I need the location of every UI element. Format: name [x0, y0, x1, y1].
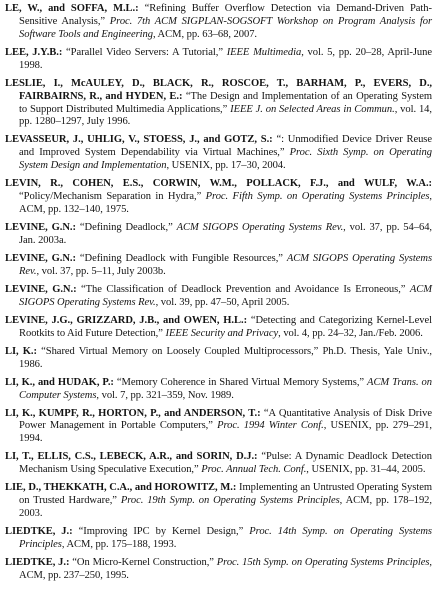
- reference-venue: ACM SIGOPS Operating Systems Rev.: [19, 283, 433, 308]
- reference-text: “A Quantitative Analysis of Disk Drive Power Management in Portable Computers,”: [19, 407, 433, 432]
- reference-text: “Parallel Video Servers: A Tutorial,”: [62, 46, 227, 58]
- reference-text: “Improving IPC by Kernel Design,”: [72, 526, 250, 538]
- reference-text: “Policy/Mechanism Separation in Hydra,”: [19, 191, 206, 203]
- reference-venue: Proc. Sixth Symp. on Operating System Design and Implementation: [19, 147, 432, 172]
- reference-venue: IEEE J. on Selected Areas in Commun.: [230, 103, 395, 115]
- reference-entry: [5, 284, 432, 310]
- reference-text: Implementing an Untrusted Operating System on Trusted Hardware,”: [19, 482, 432, 507]
- reference-venue: ACM SIGOPS Operating Systems Rev.: [176, 222, 344, 234]
- reference-authors: LI, T., ELLIS, C.S., LEBECK, A.R., and SORIN, D.J.:: [5, 451, 258, 463]
- reference-entry: [5, 377, 432, 403]
- reference-venue: Proc. 1994 Winter Conf.: [217, 420, 324, 432]
- reference-authors: LI, K.:: [5, 345, 37, 357]
- reference-text: “On Micro-Kernel Construction,”: [69, 556, 217, 568]
- reference-authors: LI, K., KUMPF, R., HORTON, P., and ANDERSON, T.:: [5, 407, 261, 419]
- reference-authors: LIEDTKE, J.:: [5, 526, 73, 538]
- reference-text: , ACM, pp. 178–192, 2003.: [19, 495, 432, 520]
- reference-text: “The Design and Implementation of an Operating System to Support Distributed Multimedia Applications,”: [19, 90, 432, 115]
- reference-venue: Proc. Fifth Symp. on Operating Systems Principles: [205, 191, 430, 203]
- reference-entry: [5, 253, 432, 279]
- reference-venue: Proc. Annual Tech. Conf.: [201, 464, 307, 476]
- reference-entry: [5, 178, 432, 217]
- reference-venue: Proc. 14th Symp. on Operating Systems Principles: [19, 526, 432, 550]
- reference-text: , vol. 14, pp. 1280–1297, July 1996.: [19, 103, 432, 128]
- reference-text: , vol. 7, pp. 321–359, Nov. 1989.: [96, 389, 234, 401]
- reference-entry: [5, 134, 432, 173]
- reference-text: , ACM, pp. 237–250, 1995.: [19, 556, 432, 581]
- reference-text: “Detecting and Categorizing Kernel-Level Rootkits to Aid Future Detection,”: [19, 314, 432, 339]
- reference-text: “The Classification of Deadlock Prevention and Avoidance Is Erroneous,”: [76, 283, 410, 295]
- reference-entry: [5, 557, 432, 583]
- reference-text: , ACM, pp. 63–68, 2007.: [152, 28, 258, 40]
- reference-venue: Proc. 7th ACM SIGPLAN-SOGSOFT Workshop on Program Analysis for Software Tools and Engineering: [19, 15, 432, 40]
- reference-text: “Defining Deadlock with Fungible Resources,”: [75, 252, 287, 264]
- reference-text: “Shared Virtual Memory on Loosely Coupled Multiprocessors,” Ph.D. Thesis, Yale Univ., 1986.: [19, 345, 432, 370]
- reference-authors: LI, K., and HUDAK, P.:: [5, 376, 114, 388]
- reference-text: , vol. 39, pp. 47–50, April 2005.: [155, 296, 290, 308]
- reference-entry: [5, 526, 432, 552]
- reference-text: , vol. 4, pp. 24–32, Jan./Feb. 2006.: [278, 327, 423, 339]
- reference-entry: [5, 482, 432, 521]
- reference-venue: Proc. 19th Symp. on Operating Systems Principles: [120, 495, 340, 507]
- reference-authors: LEVIN, R., COHEN, E.S., CORWIN, W.M., POLLACK, F.J., and WULF, W.A.:: [5, 178, 432, 190]
- reference-authors: LEVASSEUR, J., UHLIG, V., STOESS, J., and GOTZ, S.:: [5, 134, 273, 146]
- reference-venue: ACM Trans. on Computer Systems: [19, 376, 432, 401]
- reference-text: , ACM, pp. 175–188, 1993.: [61, 538, 177, 550]
- reference-authors: LIE, D., THEKKATH, C.A., and HOROWITZ, M.:: [5, 482, 237, 494]
- reference-entry: [5, 408, 432, 447]
- reference-text: , USENIX, pp. 31–44, 2005.: [306, 464, 426, 476]
- reference-venue: Proc. 15th Symp. on Operating Systems Principles: [216, 556, 430, 568]
- reference-authors: LEVINE, J.G., GRIZZARD, J.B., and OWEN, H.L.:: [5, 314, 248, 326]
- reference-entry: [5, 222, 432, 248]
- reference-text: , vol. 5, pp. 20–28, April-June 1998.: [19, 46, 432, 71]
- reference-entry: [5, 315, 432, 341]
- reference-text: “: Unmodified Device Driver Reuse and Improved System Dependability via Virtual Machines,”: [19, 134, 432, 159]
- reference-entry: [5, 78, 432, 130]
- reference-text: , USENIX, pp. 279–291, 1994.: [19, 420, 432, 445]
- reference-authors: LIEDTKE, J.:: [5, 556, 70, 568]
- reference-venue: IEEE Security and Privacy: [165, 327, 279, 339]
- reference-text: , vol. 37, pp. 54–64, Jan. 2003a.: [19, 222, 432, 246]
- reference-text: , ACM, pp. 132–140, 1975.: [19, 191, 432, 216]
- reference-text: “Refining Buffer Overflow Detection via Demand-Driven Path-Sensitive Analysis,”: [19, 3, 432, 27]
- reference-list: [5, 3, 432, 588]
- reference-authors: LE, W., and SOFFA, M.L.:: [5, 3, 139, 14]
- reference-venue: IEEE Multimedia: [226, 46, 302, 58]
- reference-text: “Memory Coherence in Shared Virtual Memory Systems,”: [113, 376, 368, 388]
- reference-authors: LEVINE, G.N.:: [5, 283, 77, 295]
- reference-venue: ACM SIGOPS Operating Systems Rev.: [19, 252, 432, 277]
- reference-entry: [5, 451, 432, 477]
- reference-entry: [5, 47, 432, 73]
- reference-text: , vol. 37, pp. 5–11, July 2003b.: [36, 265, 166, 277]
- reference-text: “Pulse: A Dynamic Deadlock Detection Mechanism Using Speculative Execution,”: [19, 451, 433, 476]
- reference-text: , USENIX, pp. 17–30, 2004.: [166, 160, 286, 172]
- reference-entry: [5, 3, 432, 42]
- reference-authors: LESLIE, I., McAULEY, D., BLACK, R., ROSCOE, T., BARHAM, P., EVERS, D., FAIRBAIRNS, R., and HYDEN, E.:: [5, 77, 432, 102]
- reference-entry: [5, 346, 432, 372]
- reference-text: “Defining Deadlock,”: [75, 222, 177, 234]
- reference-authors: LEVINE, G.N.:: [5, 252, 76, 264]
- reference-authors: LEVINE, G.N.:: [5, 222, 76, 234]
- reference-authors: LEE, J.Y.B.:: [5, 46, 63, 58]
